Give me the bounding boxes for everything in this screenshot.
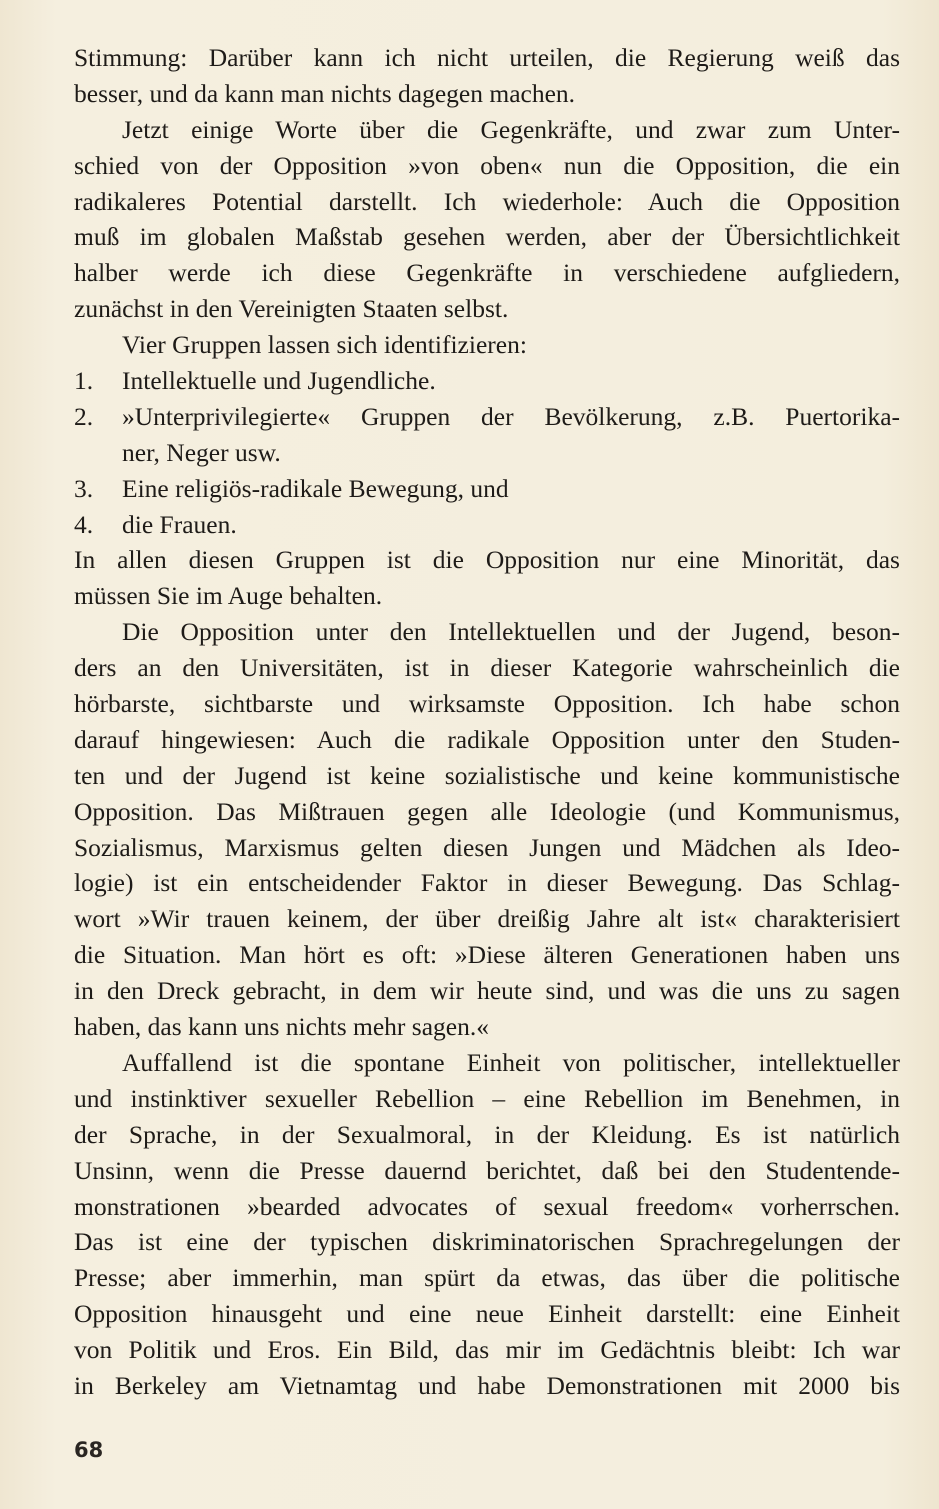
list-text: die Frauen.: [122, 509, 237, 539]
list-item-continuation: [74, 435, 900, 471]
text-line: logie) ist ein entscheidender Faktor in dieser Bewegung. Das Schlag-: [74, 868, 900, 898]
list-number: 2.: [74, 401, 94, 431]
list-text: Eine religiös-radikale Bewegung, und: [122, 473, 509, 503]
text-line: Sozialismus, Marxismus gelten diesen Jungen und Mädchen als Ideo-: [74, 832, 900, 862]
text-line: Die Opposition unter den Intellektuellen und der Jugend, beson-: [122, 617, 900, 647]
text-line: Stimmung: Darüber kann ich nicht urteilen, die Regierung weiß das: [74, 43, 900, 72]
text-line: besser, und da kann man nichts dagegen machen.: [74, 78, 576, 108]
text-line: die Situation. Man hört es oft: »Diese älteren Generationen haben uns: [74, 940, 900, 970]
list-item: [74, 363, 900, 399]
list-number: 1.: [74, 366, 94, 396]
list-text: »Unterprivilegierte« Gruppen der Bevölkerung, z.B. Puertorika-: [122, 401, 900, 431]
text-line: darauf hingewiesen: Auch die radikale Opposition unter den Studen-: [74, 724, 900, 754]
list-number: 4.: [74, 509, 94, 539]
text-line: Das ist eine der typischen diskriminatorischen Sprachregelungen der: [74, 1227, 900, 1257]
page-number: 68: [74, 1438, 104, 1462]
text-line: Opposition. Das Mißtrauen gegen alle Ideologie (und Kommunismus,: [74, 796, 900, 826]
text-line: In allen diesen Gruppen ist die Opposition nur eine Minorität, das: [74, 545, 900, 575]
text-line: ders an den Universitäten, ist in dieser Kategorie wahrscheinlich die: [74, 653, 900, 683]
text-line: hörbarste, sichtbarste und wirksamste Opposition. Ich habe schon: [74, 689, 900, 719]
text-line: von Politik und Eros. Ein Bild, das mir im Gedächtnis bleibt: Ich war: [74, 1335, 900, 1365]
list-text: Intellektuelle und Jugendliche.: [122, 366, 436, 396]
text-line: schied von der Opposition »von oben« nun die Opposition, die ein: [74, 150, 900, 180]
body-text: [74, 40, 900, 1404]
list-item: [74, 507, 900, 543]
text-line: ten und der Jugend ist keine sozialistische und keine kommunistische: [74, 760, 900, 790]
text-line: radikaleres Potential darstellt. Ich wiederhole: Auch die Opposition: [74, 186, 900, 216]
list-item: [74, 399, 900, 435]
text-line: Jetzt einige Worte über die Gegenkräfte, und zwar zum Unter-: [122, 114, 900, 144]
text-line: in Berkeley am Vietnamtag und habe Demonstrationen mit 2000 bis: [74, 1370, 900, 1400]
text-line: müssen Sie im Auge behalten.: [74, 581, 383, 611]
text-line: haben, das kann uns nichts mehr sagen.«: [74, 1012, 489, 1042]
text-line: Unsinn, wenn die Presse dauernd berichtet, daß bei den Studentende-: [74, 1155, 900, 1185]
text-line: Vier Gruppen lassen sich identifizieren:: [122, 330, 527, 360]
text-line: halber werde ich diese Gegenkräfte in verschiedene aufgliedern,: [74, 258, 900, 288]
text-line: Auffallend ist die spontane Einheit von politischer, intellektueller: [122, 1047, 900, 1077]
text-line: Presse; aber immerhin, man spürt da etwas, das über die politische: [74, 1263, 900, 1293]
list-item: [74, 471, 900, 507]
text-line: in den Dreck gebracht, in dem wir heute sind, und was die uns zu sagen: [74, 976, 900, 1006]
text-line: zunächst in den Vereinigten Staaten selbst.: [74, 294, 509, 324]
text-line: und instinktiver sexueller Rebellion – eine Rebellion im Benehmen, in: [74, 1083, 900, 1113]
text-line: wort »Wir trauen keinem, der über dreißig Jahre alt ist« charakterisiert: [74, 904, 900, 934]
text-line: monstrationen »bearded advocates of sexual freedom« vorherrschen.: [74, 1191, 900, 1221]
list-number: 3.: [74, 473, 94, 503]
text-line: muß im globalen Maßstab gesehen werden, aber der Übersichtlichkeit: [74, 222, 900, 252]
list-text: ner, Neger usw.: [122, 437, 281, 467]
text-line: der Sprache, in der Sexualmoral, in der Kleidung. Es ist natürlich: [74, 1119, 900, 1149]
text-line: Opposition hinausgeht und eine neue Einheit darstellt: eine Einheit: [74, 1299, 900, 1329]
